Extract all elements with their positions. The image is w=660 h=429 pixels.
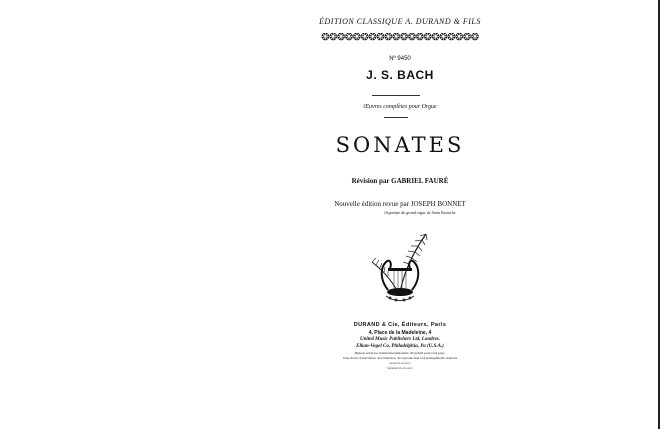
ornament-band: ❂❂❂❂❂❂❂❂❂❂❂❂❂❂❂❂❂❂❂❂ bbox=[321, 33, 479, 43]
divider-bottom bbox=[384, 117, 408, 118]
cover-page bbox=[300, 0, 500, 429]
catalog-number: Nº 9450 bbox=[389, 56, 411, 62]
agent-london: United Music Publishers Ltd, Londres. bbox=[359, 337, 440, 342]
revision-credit: Révision par GABRIEL FAURÉ bbox=[351, 177, 449, 185]
work-title: SONATES bbox=[335, 133, 465, 157]
collection-subtitle: Œuvres complètes pour Orgue bbox=[363, 104, 437, 110]
new-edition-credit: Nouvelle édition revue par JOSEPH BONNET bbox=[334, 200, 466, 208]
made-in-france: MADE IN FRANCE bbox=[389, 362, 411, 365]
organist-note: Organiste du grand orgue de Saint Eustache bbox=[384, 210, 456, 215]
series-heading: ÉDITION CLASSIQUE A. DURAND & FILS bbox=[319, 17, 481, 26]
lyre-emblem-icon bbox=[360, 222, 440, 304]
publisher-address: 4, Place de la Madeleine, 4 bbox=[368, 330, 432, 336]
rights-notice-1: Déposé selon les traités internationaux. Propriété pour tous pays. bbox=[354, 351, 446, 355]
publisher-name: DURAND & Cie, Éditeurs, Paris bbox=[353, 322, 447, 328]
rights-notice-2: Tous droits d'exécution, de traduction, de reproduction et d'arrangements réservés bbox=[342, 356, 458, 360]
imprime-en-france: IMPRIMÉ EN FRANCE bbox=[387, 367, 413, 370]
agent-usa: Elkan-Vogel Co, Philadelphia, Pa (U.S.A.) bbox=[356, 344, 444, 349]
composer-name: J. S. BACH bbox=[366, 68, 434, 82]
divider-top bbox=[372, 95, 420, 96]
